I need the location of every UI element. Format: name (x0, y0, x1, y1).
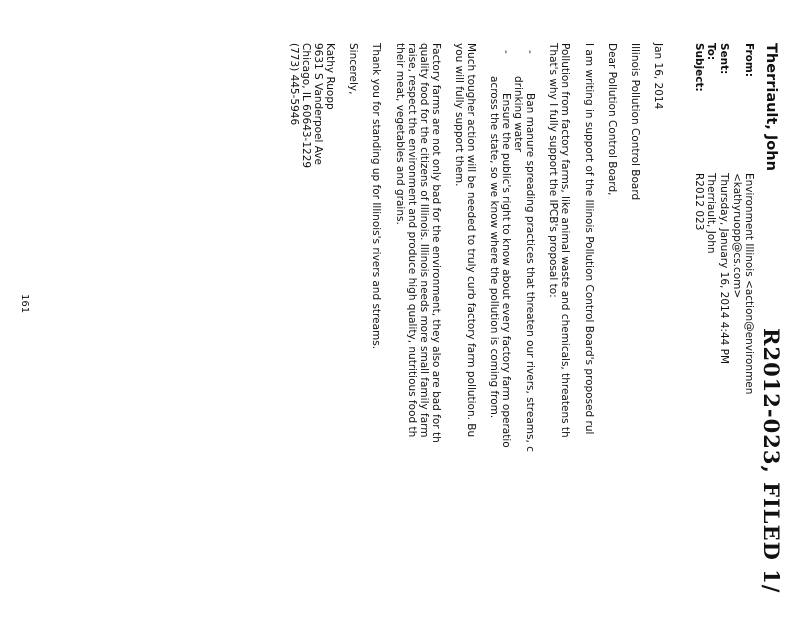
page-number: 161 (19, 294, 30, 314)
bullet-line: drinking water (512, 76, 524, 153)
paragraph-line: their meat, vegetables and grains. (394, 43, 406, 225)
paragraph-line: raise, respect the environment and produce high quality, nutritious food th (406, 43, 418, 438)
letter-closing: Sincerely, (347, 43, 359, 95)
sent-label: Sent: (718, 43, 730, 75)
subject-value: R2012 023 (693, 173, 705, 231)
letter-intro: I am writing in support of the Illinois Pollution Control Board's proposed rul (583, 43, 595, 435)
paragraph-line: you will fully support them. (453, 43, 465, 187)
signature-name: Kathy Ruopp (324, 43, 336, 110)
subject-label: Subject: (693, 43, 705, 92)
from-value: Environment Illinois <action@environmen (743, 173, 755, 395)
signature-phone: (773) 445-5946 (288, 43, 300, 126)
filing-stamp: R2012-023, FILED 1/ (759, 328, 784, 594)
from-email: <kathyruopp@cs.com> (731, 173, 743, 299)
bullet-line: Ban manure spreading practices that threaten our rivers, streams, c (524, 93, 536, 452)
paragraph-line: That's why I fully support the IPCB's proposal to: (547, 43, 559, 298)
letter-salutation: Dear Pollution Control Board, (606, 43, 618, 196)
signature-city: Chicago, IL 60643-1229 (300, 43, 312, 169)
paragraph-line: Factory farms are not only bad for the environment, they also are bad for th (430, 43, 442, 443)
bullet-marker: - (524, 50, 536, 54)
bullet-line: Ensure the public's right to know about every factory farm operatio (500, 93, 512, 448)
to-value: Therriault, John (705, 173, 717, 254)
paragraph-line: Much tougher action will be needed to truly curb factory farm pollution. Bu (465, 43, 477, 438)
paragraph-line: quality food for the citizens of Illinois. Illinois needs more small family farm (418, 43, 430, 438)
sent-value: Thursday, January 16, 2014 4:44 PM (718, 173, 730, 365)
from-label: From: (743, 43, 755, 78)
signature-address: 9631 S Vanderpoel Ave (312, 43, 324, 166)
letter-recipient: Illinois Pollution Control Board (629, 43, 641, 201)
paragraph-line: Pollution from factory farms, like animal waste and chemicals, threatens th (559, 43, 571, 438)
to-label: To: (705, 43, 717, 61)
letter-date: Jan 16, 2014 (652, 43, 664, 110)
letter-thanks: Thank you for standing up for Illinois's rivers and streams. (370, 43, 382, 350)
bullet-line: across the state, so we know where the pollution is coming from. (488, 76, 500, 419)
bullet-marker: - (500, 50, 512, 54)
sender-name: Therriault, John (763, 43, 779, 171)
